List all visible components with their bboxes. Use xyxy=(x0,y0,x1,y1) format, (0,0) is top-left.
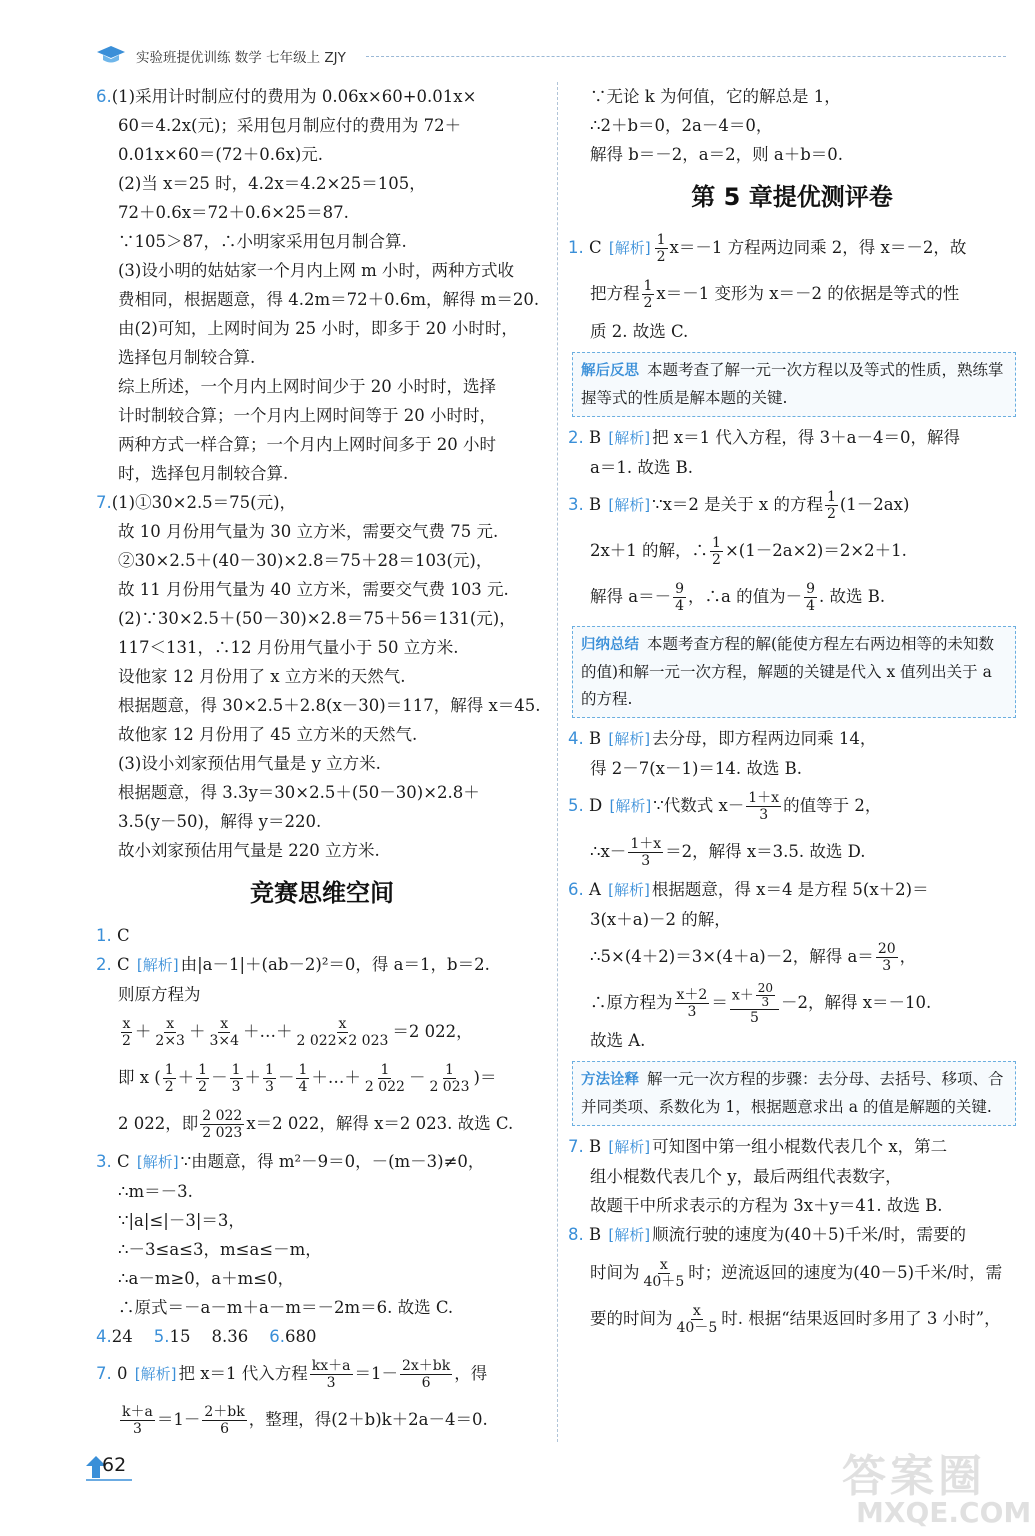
answer-c4-to-c6: 4.24 5.15 8.36 6.680 xyxy=(96,1327,317,1346)
answer-choice: 0 xyxy=(117,1364,128,1383)
answer-text: ∵无论 k 为何值，它的解总是 1， xyxy=(590,87,841,106)
answer-text: ∴原式＝－a－m＋a－m＝－2m＝6. 故选 C. xyxy=(118,1298,454,1317)
answer-c7: 7. 0 [解析] 把 x＝1 代入方程 $\frac{kx+a}{3}$ ＝1－ $\frac{2x+bk}{6}$ ，得 $\frac{k+a}{3}$ ＝1－ $\frac{2+bk}{6}$ ，整理，得(2＋b)k＋2a－4＝0. xyxy=(96,1358,488,1437)
answer-text: (3)设小明的姑姑家一个月内上网 m 小时，两种方式收 xyxy=(118,261,515,280)
answer-text: 计时制较合算；一个月内上网时间等于 20 小时时， xyxy=(118,406,496,425)
answer-text: ∴－3≤a≤3，m≤a≤－m， xyxy=(118,1240,322,1259)
answer-text: 质 2. 故选 C. xyxy=(590,322,689,341)
page-number-text: 62 xyxy=(102,1454,127,1476)
answer-c1 xyxy=(96,921,548,950)
question-number: 7. xyxy=(96,493,112,512)
answer-text: 故他家 12 月份用了 45 立方米的天然气. xyxy=(118,725,418,744)
question-number: 6. xyxy=(568,880,584,899)
answer-text: 3.5(y－50)，解得 y＝220. xyxy=(118,812,322,831)
answer-text: (2)当 x＝25 时，4.2x＝4.2×25＝105， xyxy=(118,174,426,193)
question-number: 5. xyxy=(568,796,584,815)
header-title: 实验班提优训练 数学 七年级上 ZJY xyxy=(136,50,346,66)
analysis-tag: [解析] xyxy=(608,1226,651,1244)
analysis-tag: [解析] xyxy=(608,730,651,748)
fraction: $\frac{x}{2}$ xyxy=(122,1016,131,1049)
box-text: 本题考查了解一元一次方程以及等式的性质，熟练掌握等式的性质是解本题的关键. xyxy=(581,361,1004,407)
method-box xyxy=(572,1061,1016,1126)
answer-text: 3(x＋a)－2 的解， xyxy=(590,910,731,929)
answer-text: ∵由题意，得 m²－9＝0，－(m－3)≠0， xyxy=(180,1152,485,1171)
question-number: 8. xyxy=(568,1225,584,1244)
answer-text: 0.01x×60＝(72＋0.6x)元. xyxy=(118,145,324,164)
answer-text: (2)∵30×2.5＋(50－30)×2.8＝75＋56＝131(元)， xyxy=(118,609,516,628)
left-column xyxy=(96,82,548,1443)
question-number: 2. xyxy=(568,428,584,447)
equation: 即 x ( $\frac{1}{2}$ ＋ $\frac{1}{2}$ － $\frac{1}{3}$ ＋ $\frac{1}{3}$ － $\frac{1}{4}$ ＋…＋ $\frac{1}{2 022}$ － $\frac{1}{2 023}$ )＝ xyxy=(118,1062,497,1095)
analysis-tag: [解析] xyxy=(608,239,651,257)
right-column xyxy=(568,82,1016,1342)
answer-text: 故小刘家预估用气量是 220 立方米. xyxy=(118,841,380,860)
page-header xyxy=(96,42,1006,70)
answer-text: 72＋0.6x＝72＋0.6×25＝87. xyxy=(118,203,349,222)
answer-text: 根据题意，得 3.3y＝30×2.5＋(50－30)×2.8＋ xyxy=(118,783,480,802)
answer-text: 综上所述，一个月内上网时间少于 20 小时时，选择 xyxy=(118,377,496,396)
analysis-tag: [解析] xyxy=(608,1138,651,1156)
box-label: 归纳总结 xyxy=(581,637,639,653)
answer-text: 故 11 月份用气量为 40 立方米，需要交气费 103 元. xyxy=(118,580,509,599)
fraction: $\frac{x}{3\times 4}$ xyxy=(209,1016,240,1049)
question-number: 1. xyxy=(568,238,584,257)
question-number: 7. xyxy=(96,1364,112,1383)
analysis-tag: [解析] xyxy=(136,1153,179,1171)
box-text: 本题考查方程的解(能使方程左右两边相等的未知数的值)和解一元一次方程，解题的关键是代入 x 值列出关于 a 的方程. xyxy=(581,635,995,708)
analysis-tag: [解析] xyxy=(136,956,179,974)
answer-r1: 1. C [解析] $\frac{1}{2}$ x＝－1 方程两边同乘 2，得 x＝－2，故 把方程 $\frac{1}{2}$ x＝－1 变形为 x＝－2 的依据是等式的性 质 2. 故选 C. xyxy=(568,225,1016,346)
section-title: 竞赛思维空间 xyxy=(250,879,394,907)
answer-text: 故 10 月份用气量为 30 立方米，需要交气费 75 元. xyxy=(118,522,499,541)
answer-text: 60＝4.2x(元)；采用包月制应付的费用为 72＋ xyxy=(118,116,462,135)
answer-r4: 4. B [解析] 去分母，即方程两边同乘 14， 得 2－7(x－1)＝14. 故选 B. xyxy=(568,724,1016,783)
answer-text: 故选 A. xyxy=(590,1031,646,1050)
answer-r3: 3. B [解析] ∵x＝2 是关于 x 的方程 $\frac{1}{2}$ (1－2ax) 2x＋1 的解，∴ $\frac{1}{2}$ ×(1－2a×2)＝2×2＋1. 解得 a＝－ $\frac{9}{4}$ ，∴a 的值为－ $\frac{9}{4}$ . 故选 B. xyxy=(568,489,910,614)
question-number: 7. xyxy=(568,1137,584,1156)
analysis-tag: [解析] xyxy=(608,496,651,514)
answer-text: 由(2)可知，上网时间为 25 小时，即多于 20 小时时， xyxy=(118,319,518,338)
header-rule xyxy=(366,56,1006,57)
answer-r5: 5. D [解析] ∵代数式 x－ $\frac{1+x}{3}$ 的值等于 2， ∴x－ $\frac{1+x}{3}$ ＝2，解得 x＝3.5. 故选 D. xyxy=(568,790,882,869)
answer-text: 费相同，根据题意，得 4.2m＝72＋0.6m，解得 m＝20. xyxy=(118,290,540,309)
answer-text: 则原方程为 xyxy=(118,985,201,1004)
analysis-tag: [解析] xyxy=(134,1365,177,1383)
answer-text: 由|a－1|＋(ab－2)²＝0，得 a＝1，b＝2. xyxy=(180,955,490,974)
answer-c2 xyxy=(96,950,548,1147)
question-number: 6. xyxy=(96,87,112,106)
answer-text: 设他家 12 月份用了 x 立方米的天然气. xyxy=(118,667,406,686)
answer-choice: C xyxy=(117,1152,130,1171)
answer-r2: 2. B [解析] 把 x＝1 代入方程，得 3＋a－4＝0，解得 a＝1. 故选 B. xyxy=(568,423,1016,482)
answer-text: (1)采用计时制应付的费用为 0.06x×60+0.01x× xyxy=(111,87,477,106)
answer-text: ∵105＞87，∴小明家采用包月制合算. xyxy=(118,232,407,251)
answer-text: 时，选择包月制较合算. xyxy=(118,464,289,483)
fraction: $\frac{x}{2 022\times 2 023}$ xyxy=(296,1016,389,1049)
answer-choice: C xyxy=(117,926,130,945)
answer-text: ∴m＝－3. xyxy=(118,1182,193,1201)
answer-text: 组小棍数代表几个 y，最后两组代表数字， xyxy=(590,1167,902,1186)
answer-text: ∴a－m≥0，a＋m≤0， xyxy=(118,1269,295,1288)
fraction: $\frac{x}{2\times 3}$ xyxy=(155,1016,185,1049)
answer-text: 解得 b＝－2，a＝2，则 a＋b＝0. xyxy=(590,145,844,164)
answer-text: 选择包月制较合算. xyxy=(118,348,256,367)
equation: $\frac{x}{2}$ ＋ $\frac{x}{2\times 3}$ ＋ $\frac{x}{3\times 4}$ ＋…＋ $\frac{x}{2 022\times 2 023}$ ＝2 022， xyxy=(122,1016,473,1049)
answer-r7: 7. B [解析] 可知图中第一组小棍数代表几个 x，第二 组小棍数代表几个 y，最后两组代表数字， 故题干中所求表示的方程为 3x＋y＝41. 故选 B. xyxy=(568,1132,1016,1220)
answer-text: (1)①30×2.5＝75(元)， xyxy=(111,493,297,512)
answer-c3 xyxy=(96,1147,548,1322)
question-number: 4. xyxy=(568,729,584,748)
answer-r8: 8. B [解析] 顺流行驶的速度为(40＋5)千米/时，需要的 时间为 $\frac{x}{40+5}$ 时；逆流返回的速度为(40－5)千米/时，需 要的时间为 $\frac{x}{40-5}$ 时. 根据“结果返回时多用了 3 小时”， xyxy=(568,1225,1003,1336)
watermark xyxy=(842,1440,1032,1532)
answer-7 xyxy=(96,488,548,865)
analysis-tag: [解析] xyxy=(608,881,650,899)
page-number xyxy=(84,1452,134,1482)
question-number: 2. xyxy=(96,955,112,974)
answer-text: 117＜131，∴12 月份用气量小于 50 立方米. xyxy=(118,638,459,657)
analysis-tag: [解析] xyxy=(608,429,651,447)
column-divider xyxy=(557,82,558,1442)
question-number: 3. xyxy=(568,495,584,514)
analysis-tag: [解析] xyxy=(609,797,652,815)
answer-choice: C xyxy=(589,238,602,257)
box-text: 解一元一次方程的步骤：去分母、去括号、移项、合并同类项、系数化为 1，根据题意求出 a 的值是解题的关键. xyxy=(581,1070,1004,1116)
question-number: 3. xyxy=(96,1152,112,1171)
answer-text: 根据题意，得 30×2.5＋2.8(x－30)＝117，解得 x＝45. xyxy=(118,696,541,715)
watermark-url: MXQE.COM xyxy=(856,1496,1032,1529)
answer-line xyxy=(96,82,548,111)
answer-text: 得 2－7(x－1)＝14. 故选 B. xyxy=(590,759,803,778)
chapter-title: 第 5 章提优测评卷 xyxy=(691,183,893,211)
answer-text: ②30×2.5＋(40－30)×2.8＝75＋28＝103(元)， xyxy=(118,551,493,570)
answer-text: 两种方式一样合算；一个月内上网时间多于 20 小时 xyxy=(118,435,496,454)
answer-text: 故题干中所求表示的方程为 3x＋y＝41. 故选 B. xyxy=(590,1196,943,1215)
box-label: 方法诠释 xyxy=(581,1072,639,1088)
answer-text: a＝1. 故选 B. xyxy=(590,458,693,477)
answer-text: ∴2＋b＝0，2a－4＝0， xyxy=(590,116,773,135)
question-number: 1. xyxy=(96,926,112,945)
summary-box xyxy=(572,626,1016,718)
answer-6 xyxy=(96,82,548,488)
mortarboard-logo-icon xyxy=(96,44,126,66)
answer-r6: 6. A [解析] 根据题意，得 x＝4 是方程 5(x＋2)＝ 3(x＋a)－2 的解， ∴5×(4＋2)＝3×(4＋a)－2，解得 a＝ $\frac{20}{3}$ ， ∴原方程为 $\frac{x+2}{3}$ ＝ x＋ $\frac{20}{3}$ 5 －2，解得 x＝－10. 故选 A. xyxy=(568,875,1016,1055)
answer-text: (3)设小刘家预估用气量是 y 立方米. xyxy=(118,754,381,773)
watermark-text: 答案圈 xyxy=(842,1451,986,1502)
answer-text: ∵|a|≤|－3|＝3， xyxy=(118,1211,245,1230)
answer-choice: C xyxy=(117,955,130,974)
equation: 2 022，即 $\frac{2 022}{2 023}$ x＝2 022，解得 x＝2 023. 故选 C. xyxy=(118,1108,514,1141)
reflection-box xyxy=(572,352,1016,417)
box-label: 解后反思 xyxy=(581,363,639,379)
